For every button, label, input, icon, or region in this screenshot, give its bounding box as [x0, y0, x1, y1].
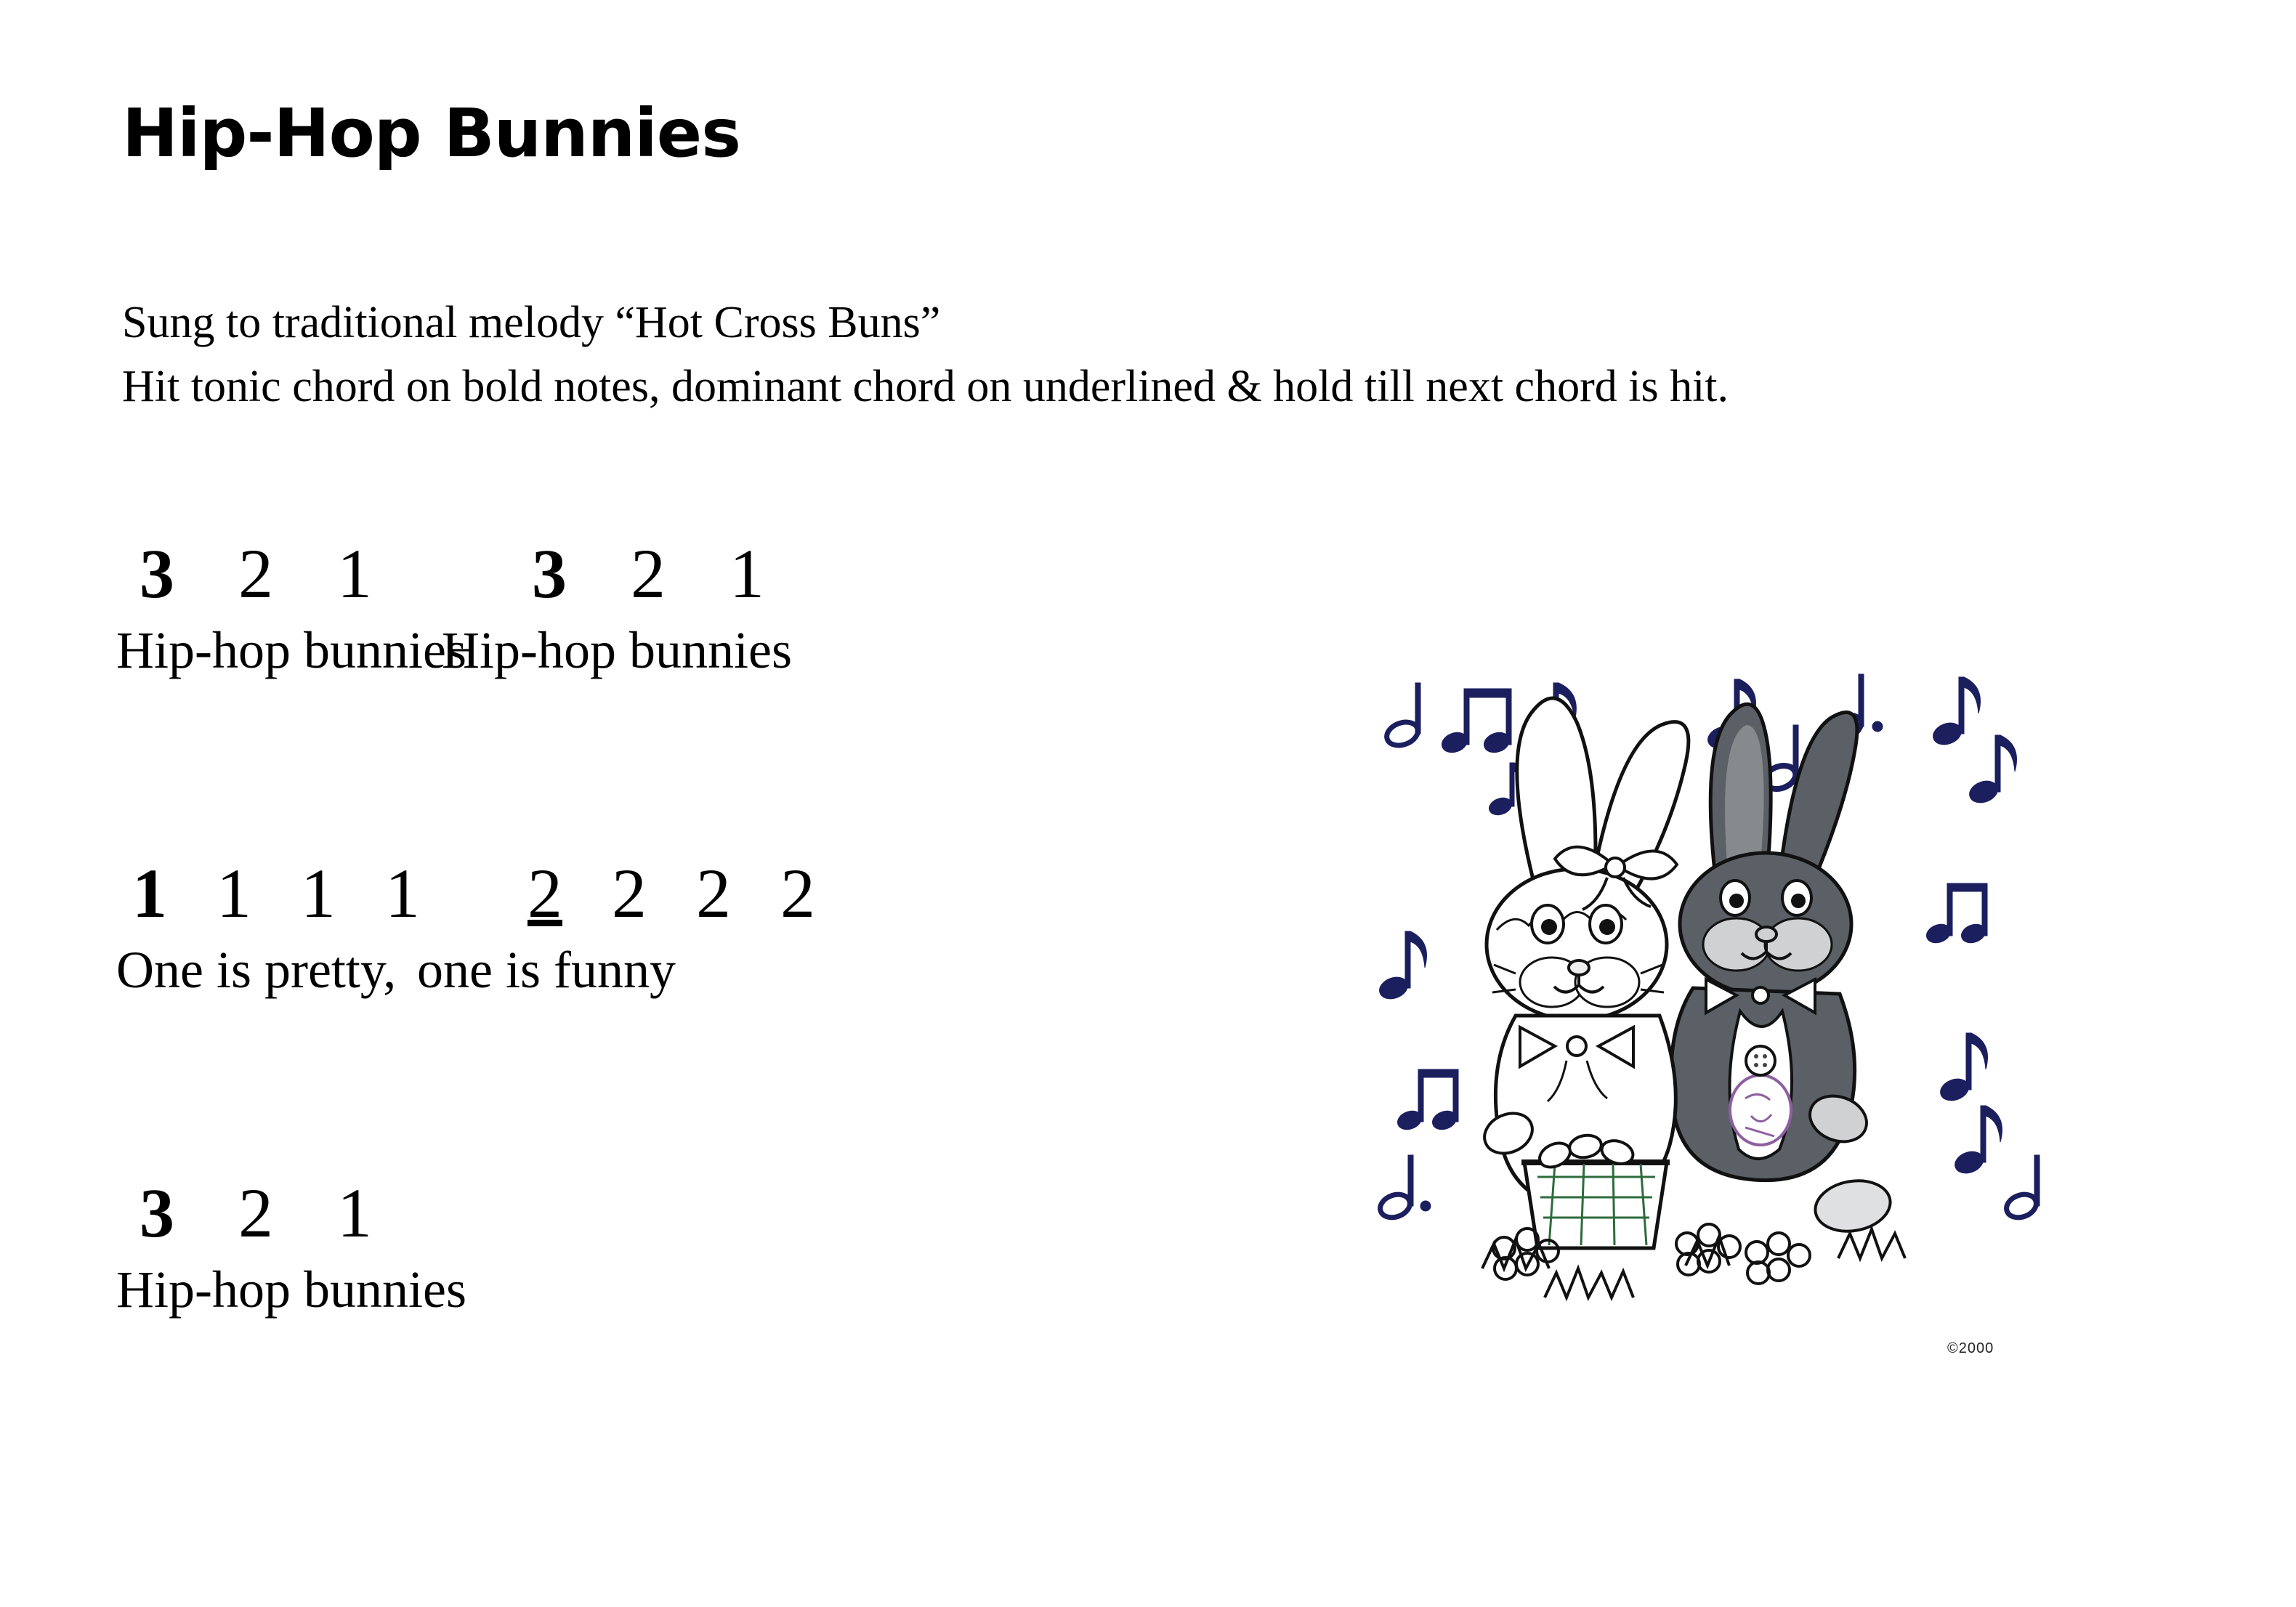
verse-3: [116, 1174, 466, 1319]
note-number: 1: [385, 854, 420, 932]
note-number: 3: [140, 1174, 174, 1252]
note-number: 2: [696, 854, 731, 932]
note-number: 1: [337, 535, 372, 612]
note-number: 2: [612, 854, 647, 932]
verse-2: [116, 854, 831, 999]
page-title: Hip-Hop Bunnies: [122, 94, 740, 172]
note-number: 1: [729, 535, 764, 612]
note-number: 3: [140, 535, 174, 612]
note-number: 1: [217, 854, 251, 932]
lyric-segment: one is funny: [417, 941, 676, 999]
intro-line-chords: Hit tonic chord on bold notes, dominant chord on underlined & hold till next chord is hit.: [122, 362, 1729, 412]
note-number: 2: [238, 1174, 273, 1252]
note-number: 1: [337, 1174, 372, 1252]
lyric-segment: Hip-hop bunnies: [442, 621, 792, 679]
note-number: 1: [132, 854, 167, 932]
dark-bunny: [1671, 704, 1894, 1236]
verse-2-numbers: [116, 854, 831, 937]
note-number: 2: [780, 854, 815, 932]
lyric-segment: Hip-hop bunnies: [116, 621, 466, 679]
verse-1-lyrics: [116, 622, 792, 679]
note-number: 2: [631, 535, 666, 612]
bunnies-illustration: [1373, 654, 2194, 1380]
note-number: 1: [301, 854, 336, 932]
lyric-segment: One is pretty,: [116, 941, 397, 999]
intro-text-block: [122, 291, 1729, 418]
verse-3-numbers: [116, 1174, 466, 1257]
art-copyright-label: ©2000: [1947, 1340, 1994, 1356]
flower: [1746, 1233, 1810, 1284]
intro-line-melody: Sung to traditional melody “Hot Cross Buns”: [122, 298, 941, 347]
verse-1-numbers: [116, 535, 792, 618]
note-number: 2: [238, 535, 273, 612]
verse-1: [116, 535, 792, 679]
note-number: 3: [532, 535, 567, 612]
verse-3-lyrics: [116, 1261, 466, 1319]
lyric-segment: Hip-hop bunnies: [116, 1260, 466, 1319]
note-number: 2: [527, 854, 562, 932]
verse-2-lyrics: [116, 942, 831, 999]
